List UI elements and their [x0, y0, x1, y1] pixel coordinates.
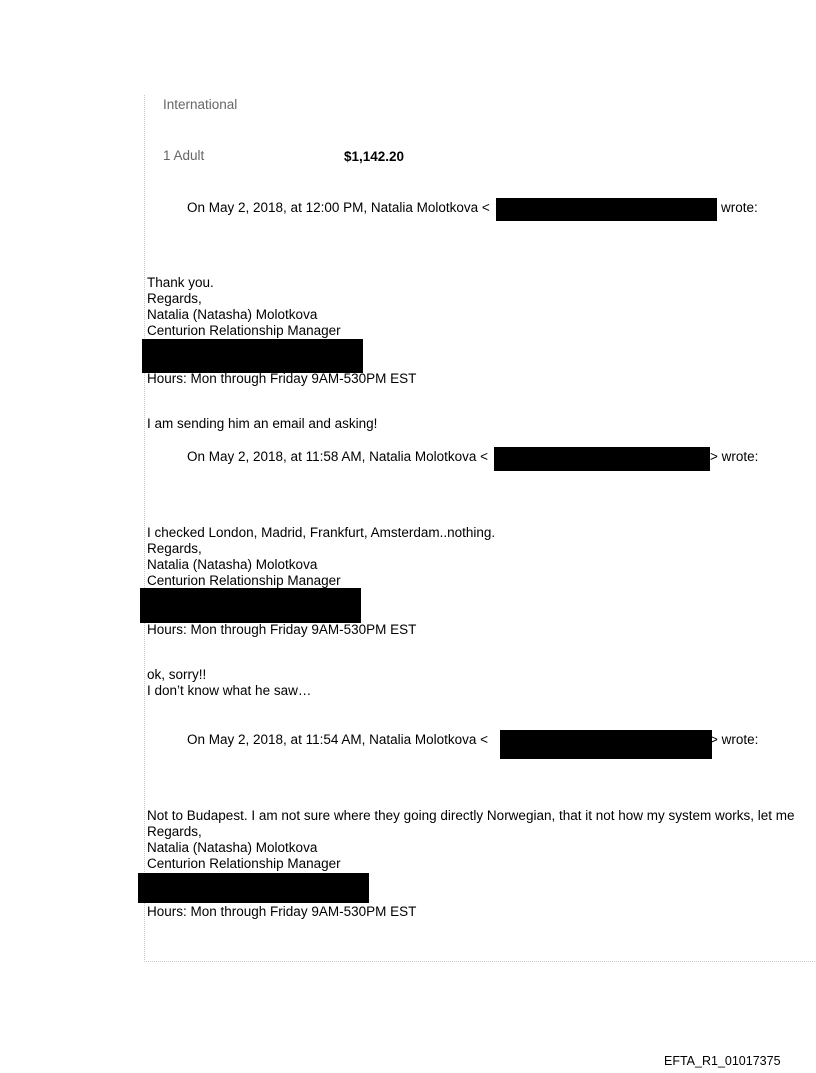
- fare-category: International: [163, 97, 238, 112]
- signature-name: Natalia (Natasha) Molotkova: [147, 557, 318, 572]
- signature-hours: Hours: Mon through Friday 9AM-530PM EST: [147, 371, 417, 386]
- redaction-block: [140, 588, 361, 623]
- message-body-2: I checked London, Madrid, Frankfurt, Amsterdam..nothing.: [147, 525, 496, 540]
- signature-regards: Regards,: [147, 824, 202, 839]
- redaction-block: [138, 873, 369, 903]
- message-header-prefix: On May 2, 2018, at 11:58 AM, Natalia Molotkova <: [187, 449, 489, 464]
- signature-hours: Hours: Mon through Friday 9AM-530PM EST: [147, 622, 417, 637]
- message-header-2: [187, 449, 488, 465]
- signature-regards: Regards,: [147, 541, 202, 556]
- redaction-block: [500, 730, 712, 759]
- message-header-3: [187, 732, 488, 748]
- signature-title: Centurion Relationship Manager: [147, 323, 341, 338]
- signature-hours: Hours: Mon through Friday 9AM-530PM EST: [147, 904, 417, 919]
- signature-title: Centurion Relationship Manager: [147, 856, 341, 871]
- message-header-prefix: On May 2, 2018, at 12:00 PM, Natalia Molotkova <: [187, 200, 490, 215]
- message-header-suffix: wrote:: [721, 200, 758, 215]
- message-header-prefix: On May 2, 2018, at 11:54 AM, Natalia Molotkova <: [187, 732, 489, 747]
- signature-name: Natalia (Natasha) Molotkova: [147, 840, 318, 855]
- redaction-block: [494, 447, 710, 471]
- message-header-suffix: > wrote:: [710, 732, 759, 747]
- signature-regards: Regards,: [147, 291, 202, 306]
- signature-title: Centurion Relationship Manager: [147, 573, 341, 588]
- message-body-1: Thank you.: [147, 275, 214, 290]
- message-header-suffix: > wrote:: [710, 449, 759, 464]
- redaction-block: [496, 198, 717, 221]
- fare-price: $1,142.20: [344, 149, 405, 164]
- signature-name: Natalia (Natasha) Molotkova: [147, 307, 318, 322]
- reply-text: I don’t know what he saw…: [147, 683, 312, 698]
- reply-text: I am sending him an email and asking!: [147, 416, 378, 431]
- fare-passengers: 1 Adult: [163, 148, 205, 163]
- redaction-block: [142, 339, 363, 373]
- message-header-1: [187, 200, 490, 216]
- message-body-3: Not to Budapest. I am not sure where they going directly Norwegian, that it not how my system works, let me: [147, 808, 795, 823]
- document-id: EFTA_R1_01017375: [664, 1054, 781, 1068]
- reply-text: ok, sorry!!: [147, 667, 207, 682]
